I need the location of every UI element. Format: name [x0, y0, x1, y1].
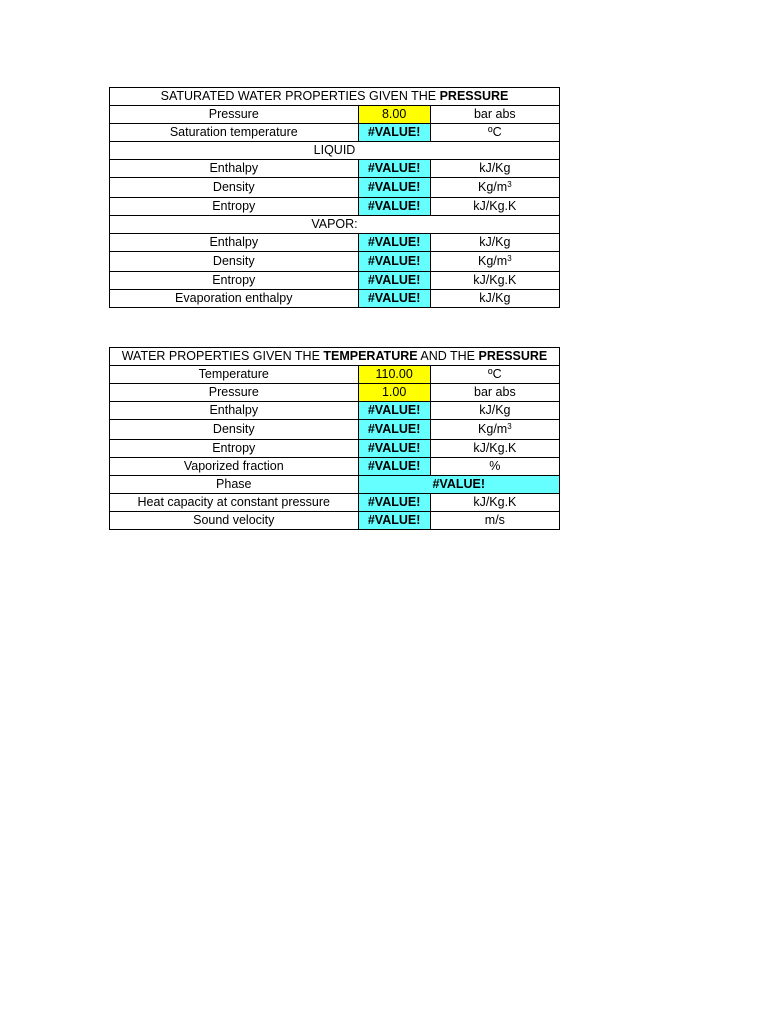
row-label: Entropy	[110, 198, 359, 216]
table-title-row	[110, 88, 560, 106]
row-label: Heat capacity at constant pressure	[110, 494, 359, 512]
table-row	[110, 494, 560, 512]
temperature-input-cell[interactable]: 110.00	[358, 366, 430, 384]
result-cell[interactable]: #VALUE!	[358, 494, 430, 512]
table-title-row	[110, 348, 560, 366]
table-row	[110, 160, 560, 178]
unit-cell: kJ/Kg	[430, 402, 559, 420]
result-cell[interactable]: #VALUE!	[358, 252, 430, 272]
table-row	[110, 272, 560, 290]
row-label: Enthalpy	[110, 160, 359, 178]
table-row	[110, 402, 560, 420]
result-cell[interactable]: #VALUE!	[358, 402, 430, 420]
result-cell[interactable]: #VALUE!	[358, 160, 430, 178]
table-title: WATER PROPERTIES GIVEN THE TEMPERATURE AND THE PRESSURE	[110, 348, 560, 366]
row-label: Density	[110, 252, 359, 272]
result-cell[interactable]: #VALUE!	[358, 234, 430, 252]
unit-cell: ºC	[430, 366, 559, 384]
result-cell[interactable]: #VALUE!	[358, 178, 430, 198]
result-cell[interactable]: #VALUE!	[358, 272, 430, 290]
row-label: Saturation temperature	[110, 124, 359, 142]
result-cell[interactable]: #VALUE!	[358, 420, 430, 440]
table-row	[110, 106, 560, 124]
table-row	[110, 234, 560, 252]
unit-cell: kJ/Kg.K	[430, 272, 559, 290]
result-cell[interactable]: #VALUE!	[358, 198, 430, 216]
result-cell[interactable]: #VALUE!	[358, 512, 430, 530]
unit-cell: kJ/Kg.K	[430, 198, 559, 216]
table-row	[110, 178, 560, 198]
unit-cell: kJ/Kg	[430, 290, 559, 308]
table-row	[110, 440, 560, 458]
unit-cell: $Kg/m^3$	[430, 252, 559, 272]
row-label: Entropy	[110, 272, 359, 290]
unit-cell: kJ/Kg	[430, 160, 559, 178]
row-label: Density	[110, 420, 359, 440]
unit-cell: bar abs	[430, 384, 559, 402]
unit-cell: m/s	[430, 512, 559, 530]
saturated-properties-table	[109, 87, 560, 308]
row-label: Pressure	[110, 384, 359, 402]
unit-cell: kJ/Kg	[430, 234, 559, 252]
vapor-section-header: VAPOR:	[110, 216, 560, 234]
unit-cell: kJ/Kg.K	[430, 440, 559, 458]
pressure-input-cell[interactable]: 8.00	[358, 106, 430, 124]
unit-cell: bar abs	[430, 106, 559, 124]
table-row	[110, 458, 560, 476]
table-row	[110, 366, 560, 384]
table-row	[110, 384, 560, 402]
result-cell[interactable]: #VALUE!	[358, 124, 430, 142]
row-label: Density	[110, 178, 359, 198]
unit-cell: kJ/Kg.K	[430, 494, 559, 512]
section-header-row	[110, 142, 560, 160]
row-label: Phase	[110, 476, 359, 494]
row-label: Temperature	[110, 366, 359, 384]
row-label: Entropy	[110, 440, 359, 458]
table-row	[110, 420, 560, 440]
table-row	[110, 198, 560, 216]
row-label: Evaporation enthalpy	[110, 290, 359, 308]
table-row	[110, 290, 560, 308]
unit-cell: ºC	[430, 124, 559, 142]
row-label: Enthalpy	[110, 402, 359, 420]
result-cell[interactable]: #VALUE!	[358, 290, 430, 308]
unit-cell: $Kg/m^3$	[430, 420, 559, 440]
table-row	[110, 476, 560, 494]
unit-cell: $Kg/m^3$	[430, 178, 559, 198]
row-label: Enthalpy	[110, 234, 359, 252]
section-header-row	[110, 216, 560, 234]
row-label: Vaporized fraction	[110, 458, 359, 476]
result-cell[interactable]: #VALUE!	[358, 440, 430, 458]
liquid-section-header: LIQUID	[110, 142, 560, 160]
phase-result-cell[interactable]: #VALUE!	[358, 476, 559, 494]
row-label: Pressure	[110, 106, 359, 124]
table-row	[110, 512, 560, 530]
result-cell[interactable]: #VALUE!	[358, 458, 430, 476]
pressure-input-cell[interactable]: 1.00	[358, 384, 430, 402]
water-properties-table	[109, 347, 560, 530]
row-label: Sound velocity	[110, 512, 359, 530]
table-row	[110, 252, 560, 272]
table-title: SATURATED WATER PROPERTIES GIVEN THE PRESSURE	[110, 88, 560, 106]
unit-cell: %	[430, 458, 559, 476]
table-row	[110, 124, 560, 142]
